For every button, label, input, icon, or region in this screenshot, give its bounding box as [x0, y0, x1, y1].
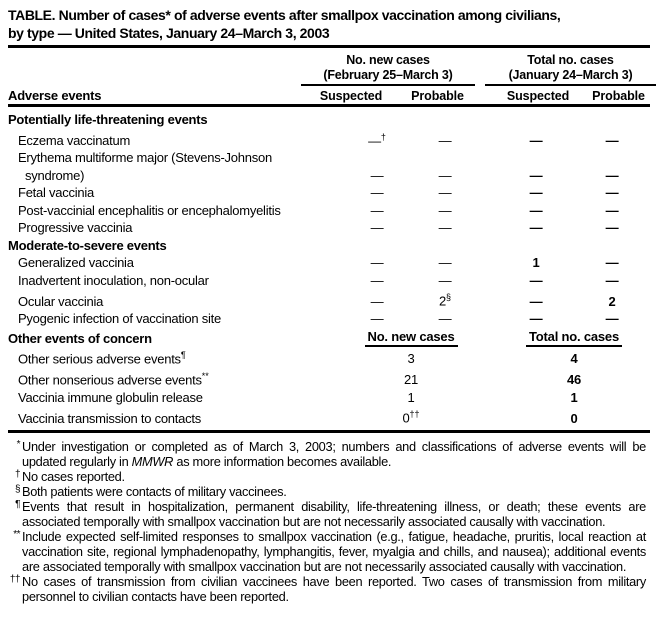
section-header-label: Other events of concern [8, 330, 152, 346]
cell-new-suspected: — [370, 293, 384, 309]
row-label-line1: Erythema multiforme major (Stevens-Johnson [18, 150, 272, 166]
footnote-text: Include expected self-limited responses to smallpox vaccination (e.g., fatigue, headache, pruritis, local reaction at vaccination site, regional lymphadenopathy, lymphangitis, fever, myalgia and chills, and nausea); additional events are associated temporally with smallpox vaccination but are not necessarily associated causally with vaccination. [22, 529, 646, 575]
other-events-total-cases-header-cell [498, 328, 650, 348]
cell-new-probable: — [438, 167, 452, 183]
row-label: Other serious adverse events¶ [18, 350, 186, 367]
table-row-other-nonserious-events [8, 368, 650, 389]
subcol-total-suspected: Suspected [506, 89, 570, 103]
subcol-new-suspected: Suspected [319, 89, 383, 103]
cell-total-probable: — [605, 202, 619, 218]
row-label: Other nonserious adverse events** [18, 370, 209, 388]
cell-new-probable: — [438, 272, 452, 288]
subcol-new-probable: Probable [411, 89, 464, 103]
table-title-line1: TABLE. Number of cases* of adverse events after smallpox vaccination among civilians, [8, 7, 561, 23]
table-row-erythema-multiforme [8, 149, 650, 184]
cell-new-suspected: — [370, 202, 384, 218]
cell-new-probable: — [438, 220, 452, 236]
cell-new-probable: — [438, 255, 452, 271]
cell-total-probable: — [605, 220, 619, 236]
group-new-cases-line1: No. new cases [346, 53, 430, 67]
footnote-text: Both patients were contacts of military vaccinees. [22, 484, 287, 500]
subcolumns-new-cases [308, 86, 479, 104]
column-group-total-cases [498, 53, 650, 104]
group-total-cases-title [485, 53, 656, 86]
cell-total-suspected: — [529, 132, 543, 148]
cell-total-probable: — [605, 255, 619, 271]
table-row-fetal-vaccinia [8, 184, 650, 202]
cell-new-probable: 2§ [439, 292, 451, 309]
footnote-marker: ** [13, 529, 20, 541]
dagger-superscript: † [380, 131, 386, 142]
row-label: Pyogenic infection of vaccination site [18, 311, 221, 327]
table-row-postvaccinial-encephalitis [8, 202, 650, 220]
footnotes [8, 439, 650, 604]
table-title-line2: by type — United States, January 24–March 3, 2003 [8, 25, 330, 41]
cell-total-probable: 2 [608, 293, 616, 309]
footnote-dagger [8, 469, 650, 484]
row-label: Post-vaccinial encephalitis or encephalomyelitis [18, 202, 281, 218]
cell-total-cases: 0 [570, 410, 578, 426]
footnote-text: Events that result in hospitalization, permanent disability, life-threatening illness, or death; these events are associated temporally with smallpox vaccination but are not necessarily associated causally with vaccination. [22, 499, 646, 530]
cell-new-probable: — [438, 311, 452, 327]
footnote-marker: †† [9, 574, 20, 586]
table-row-progressive-vaccinia [8, 219, 650, 237]
cell-total-cases: 4 [570, 351, 578, 367]
footnote-marker: § [14, 484, 20, 496]
section-header-life-threatening: Potentially life-threatening events [8, 112, 208, 127]
footnote-asterisk [8, 439, 650, 469]
footnote-marker: ¶ [15, 499, 20, 511]
cell-new-suspected: — [370, 311, 384, 327]
cell-new-cases: 21 [404, 372, 418, 388]
footnote-pilcrow [8, 499, 650, 529]
table-row-inadvertent-inoculation [8, 272, 650, 290]
pilcrow-superscript: ¶ [180, 350, 186, 361]
table-title [8, 6, 650, 42]
table-row-ocular-vaccinia [8, 289, 650, 310]
cell-new-cases: 0†† [402, 409, 420, 426]
cell-total-suspected: — [529, 220, 543, 236]
cell-total-probable: — [605, 185, 619, 201]
footnote-marker: * [16, 439, 20, 451]
cell-total-suspected: — [529, 167, 543, 183]
cell-total-probable: — [605, 311, 619, 327]
cell-new-suspected: — [370, 185, 384, 201]
cell-total-suspected: — [529, 272, 543, 288]
section-header-other-events [8, 328, 650, 348]
table-row-generalized-vaccinia [8, 254, 650, 272]
cell-total-probable: — [605, 132, 619, 148]
group-new-cases-line2: (February 25–March 3) [323, 67, 453, 82]
row-label-line2: syndrome) [25, 167, 85, 183]
cell-total-probable: — [605, 167, 619, 183]
cell-total-suspected: — [529, 202, 543, 218]
cell-new-cases: 3 [407, 351, 415, 367]
row-label: Ocular vaccinia [18, 293, 104, 309]
group-total-cases-line2: (January 24–March 3) [508, 67, 633, 82]
cell-new-suspected: — [370, 272, 384, 288]
cell-new-probable: — [438, 185, 452, 201]
cell-total-cases: 1 [570, 389, 578, 405]
subcol-total-probable: Probable [592, 89, 645, 103]
row-label: Fetal vaccinia [18, 185, 94, 201]
row-label [8, 149, 343, 184]
cell-total-probable: — [605, 272, 619, 288]
table-row-vig-release [8, 389, 650, 407]
double-dagger-superscript: †† [409, 409, 420, 420]
other-events-total-cases-header: Total no. cases [526, 328, 622, 348]
cell-new-suspected: — [370, 167, 384, 183]
footnote-section-mark [8, 484, 650, 499]
footnote-text: No cases of transmission from civilian vaccinees have been reported. Two cases of transmission from military personnel to civilian contacts have been reported. [22, 574, 646, 605]
footnote-double-dagger [8, 574, 650, 604]
table-row-pyogenic-infection [8, 310, 650, 328]
footnote-text: No cases reported. [22, 469, 125, 485]
cell-total-suspected: — [529, 311, 543, 327]
subcolumns-total-cases [495, 86, 650, 104]
table-header [8, 53, 650, 104]
cell-new-cases: 1 [407, 389, 415, 405]
cell-new-suspected: — [370, 255, 384, 271]
footnote-double-asterisk [8, 529, 650, 574]
footnote-marker: † [14, 469, 20, 481]
cell-new-probable: — [438, 202, 452, 218]
other-events-new-cases-header-cell [343, 328, 479, 348]
row-label: Generalized vaccinia [18, 255, 134, 271]
adverse-events-column-header: Adverse events [8, 88, 102, 103]
column-group-new-cases [319, 53, 479, 104]
cell-total-suspected: 1 [532, 255, 540, 271]
section-header-moderate-severe: Moderate-to-severe events [8, 237, 167, 253]
section-mark-superscript: § [445, 292, 451, 303]
group-total-cases-line1: Total no. cases [527, 53, 614, 67]
row-label: Vaccinia transmission to contacts [18, 410, 201, 426]
top-rule [8, 45, 650, 48]
cell-total-suspected: — [529, 185, 543, 201]
table-row-vaccinia-transmission [8, 406, 650, 427]
row-label: Eczema vaccinatum [18, 132, 131, 148]
table-body [8, 107, 650, 430]
double-asterisk-superscript: ** [201, 370, 209, 381]
row-label: Vaccinia immune globulin release [18, 389, 203, 405]
table-row-other-serious-events [8, 347, 650, 368]
row-label: Progressive vaccinia [18, 220, 133, 236]
cell-total-cases: 46 [567, 372, 581, 388]
bottom-rule [8, 430, 650, 433]
cell-new-suspected: — [370, 220, 384, 236]
cell-new-probable: — [438, 132, 452, 148]
row-label: Inadvertent inoculation, non-ocular [18, 272, 209, 288]
group-new-cases-title [301, 53, 475, 86]
other-events-new-cases-header: No. new cases [365, 328, 458, 348]
cell-new-suspected: —† [368, 131, 386, 148]
table-row-eczema-vaccinatum [8, 129, 650, 150]
footnote-text: Under investigation or completed as of March 3, 2003; numbers and classifications of adverse events will be updated regularly in MMWR as more information becomes available. [22, 439, 646, 470]
cell-total-suspected: — [529, 293, 543, 309]
